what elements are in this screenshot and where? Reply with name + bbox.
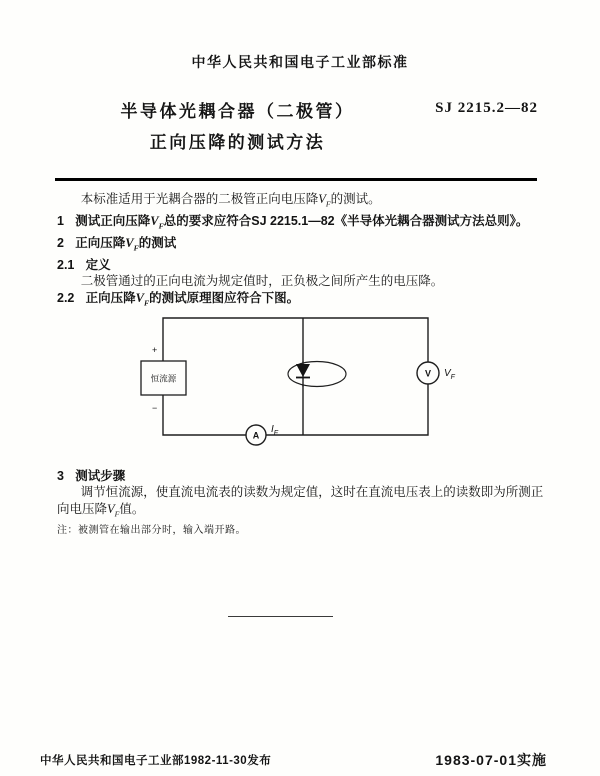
title-line-2: 正向压降的测试方法 [149, 133, 326, 152]
intro-paragraph: 本标准适用于光耦合器的二极管正向电压降$V_F$的测试。 [80, 192, 381, 209]
vf-symbol: $V_F$ [135, 290, 150, 308]
definition-paragraph: 二极管通过的正向电流为规定值时，正负极之间所产生的电压降。 [80, 274, 444, 289]
body-section-2 [57, 468, 547, 539]
clause-2-1: 2.1 定义 [57, 257, 111, 272]
title-block [55, 96, 540, 166]
clause-3: 3 测试步骤 [57, 469, 126, 483]
footer-effective-date: 1983-07-01实施 [435, 752, 547, 768]
standard-number: SJ 2215.2—82 [435, 100, 538, 116]
header-divider [55, 178, 537, 181]
body-section-1 [57, 191, 547, 311]
document-header: 中华人民共和国电子工业部标准 [191, 54, 409, 70]
voltmeter-letter: V [424, 368, 432, 379]
title-line-1: 半导体光耦合器（二极管） [120, 102, 355, 121]
footer-issuer: 中华人民共和国电子工业部1982-11-30发布 [40, 755, 272, 767]
polarity-minus: − [152, 403, 158, 413]
constant-current-source-label: 恒流源 [150, 373, 177, 384]
vf-diagram-label: $V_F$ [444, 368, 455, 381]
procedure-paragraph: 调节恒流源，使直流电流表的读数为规定值，这时在直流电压表上的读数即为所测正向电压降$V_F$值。 [57, 485, 544, 519]
vf-symbol: $V_F$ [107, 501, 120, 519]
clause-2: 2 正向压降$V_F$的测试 [57, 235, 177, 253]
note-paragraph: 注：被测管在输出部分时，输入端开路。 [57, 524, 246, 536]
vf-symbol: $V_F$ [125, 235, 139, 253]
vf-symbol: $V_F$ [150, 213, 164, 231]
vf-symbol: $V_F$ [318, 192, 331, 209]
test-circuit-diagram [128, 303, 473, 455]
ammeter-letter: A [252, 430, 260, 441]
section-end-divider [228, 616, 333, 617]
polarity-plus: + [152, 345, 158, 355]
clause-1: 1 测试正向压降$V_F$总的要求应符合SJ 2215.1—82《半导体光耦合器测试方法总则》。 [57, 213, 529, 231]
clause-2-2: 2.2 正向压降$V_F$的测试原理图应符合下图。 [57, 290, 300, 308]
document-title [55, 96, 420, 158]
if-diagram-label: $I_F$ [271, 424, 279, 437]
